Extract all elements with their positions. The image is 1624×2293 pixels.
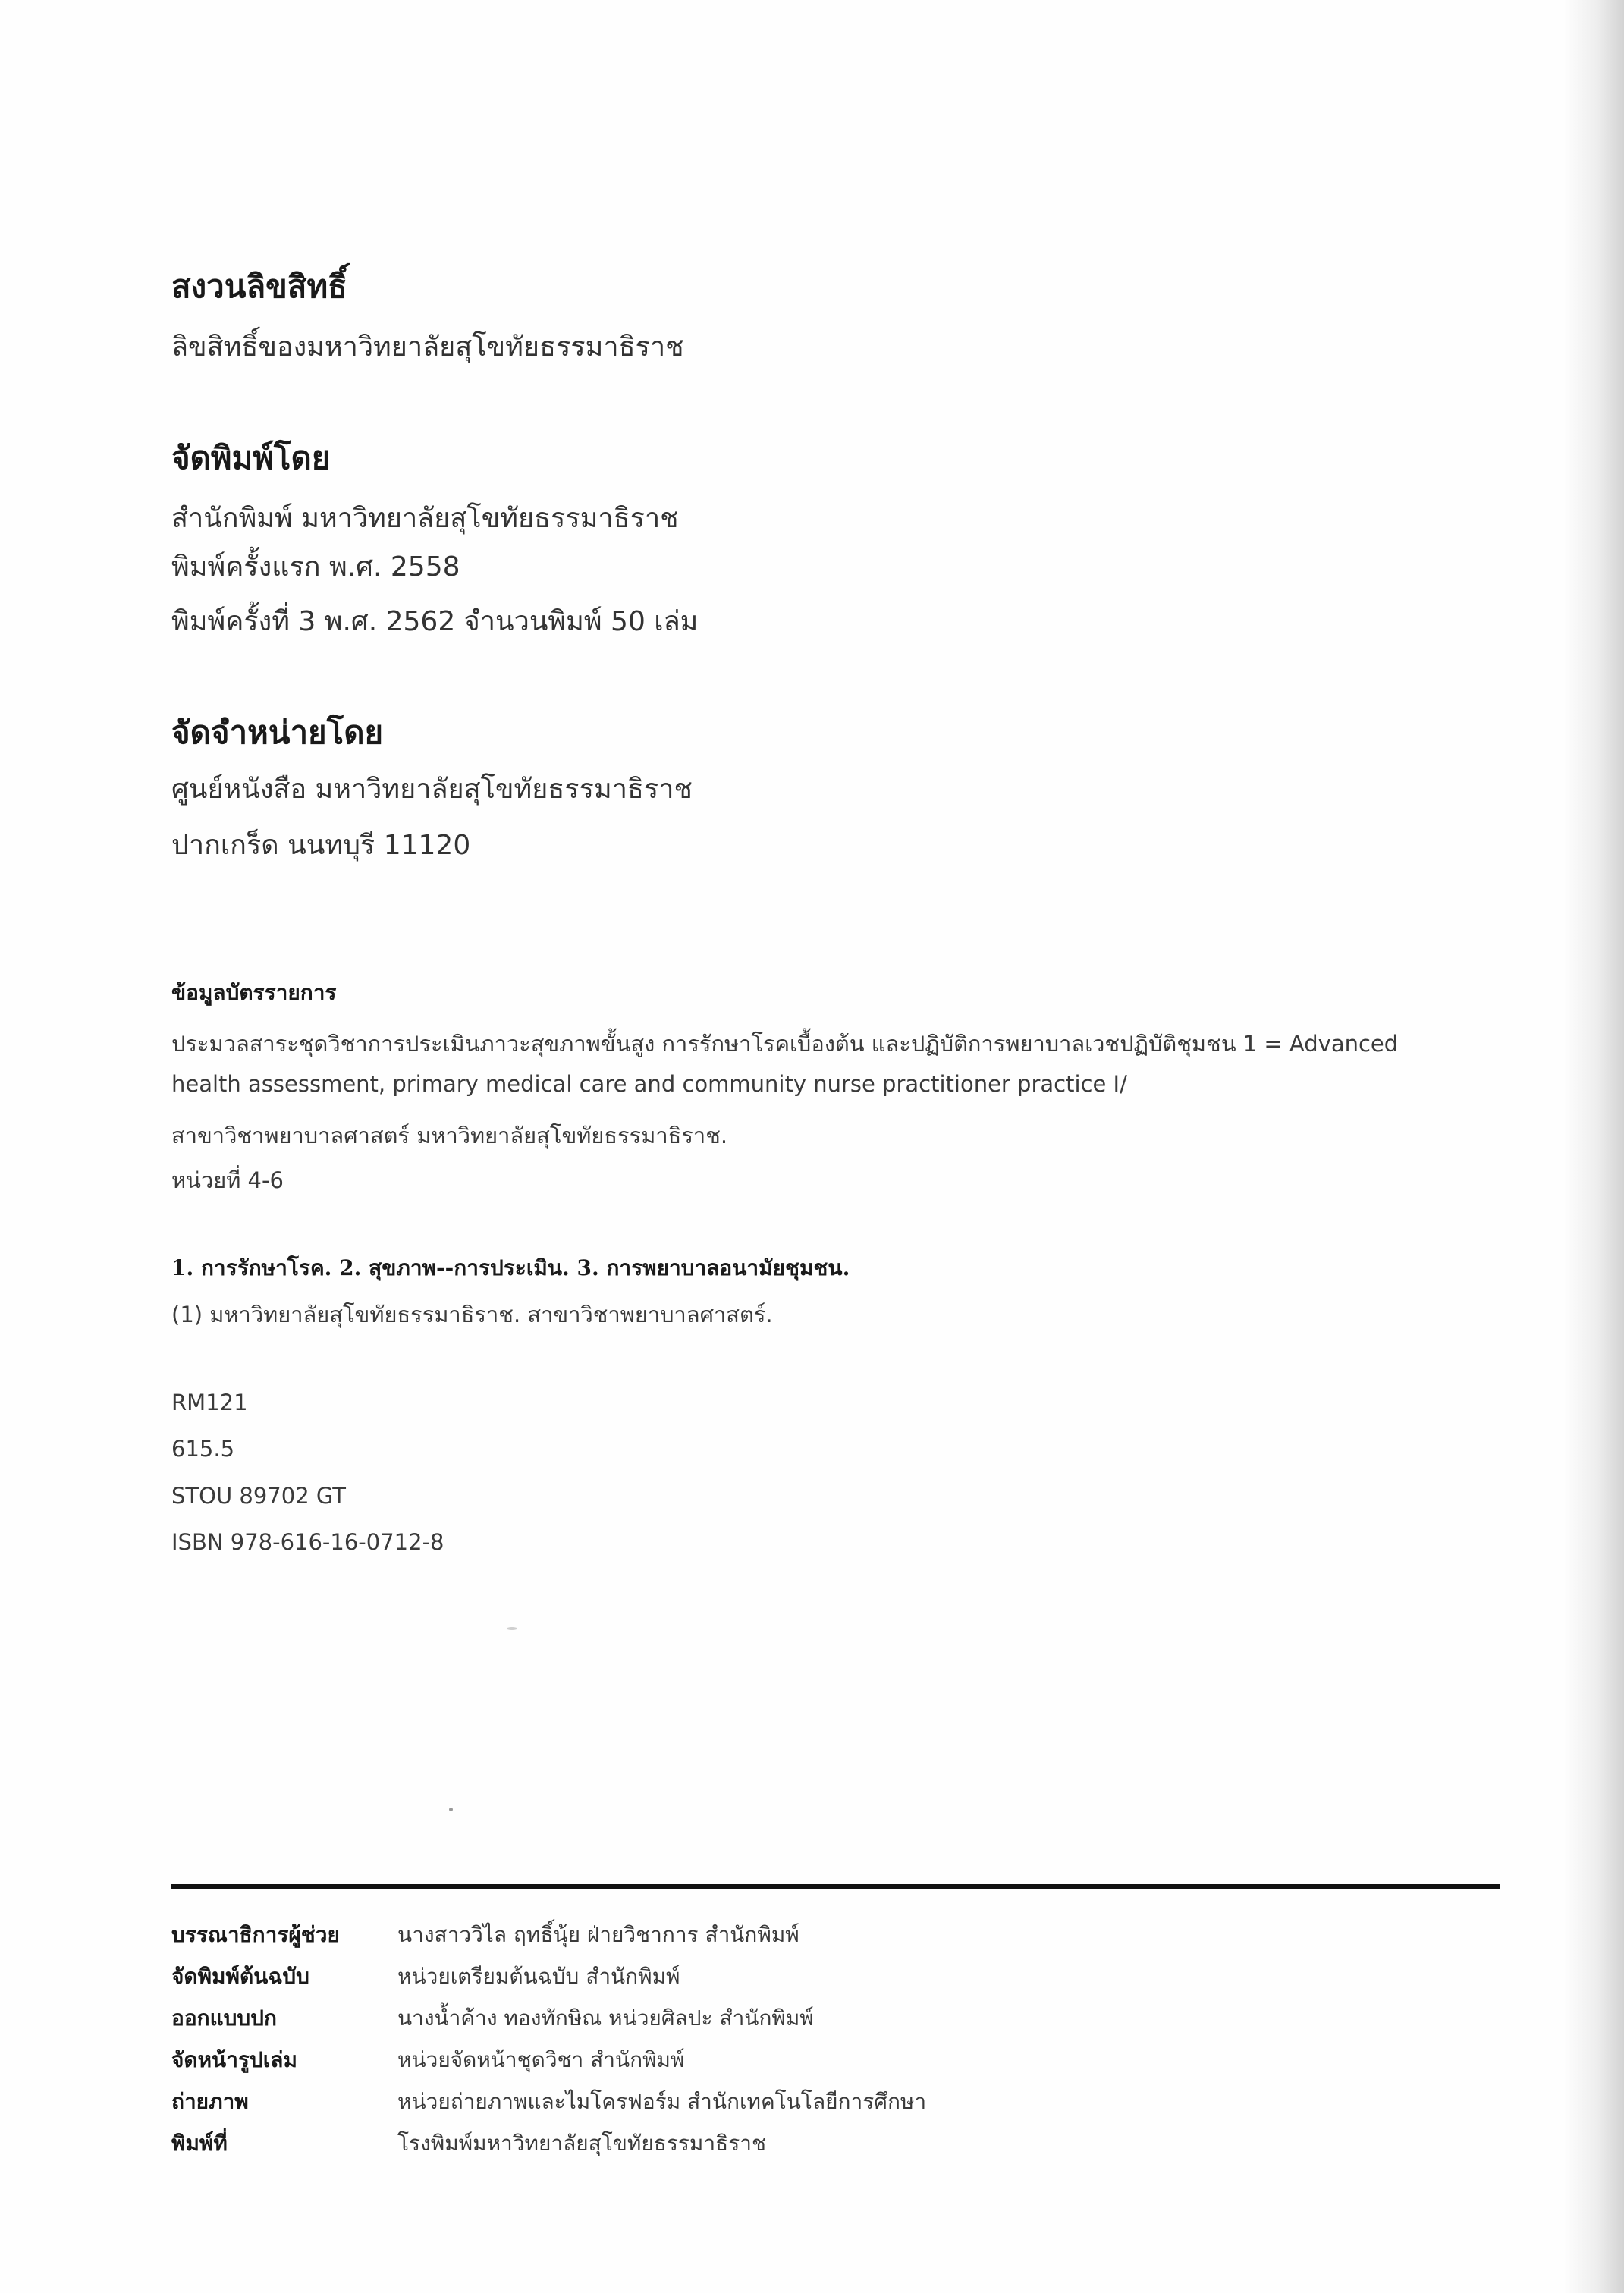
credit-name: หน่วยเตรียมต้นฉบับ สำนักพิมพ์	[397, 1963, 680, 1989]
catalog-line: ประมวลสาระชุดวิชาการประเมินภาวะสุขภาพขั้นสูง การรักษาโรคเบื้องต้น และปฏิบัติการพยาบาลเวชปฏิบัติชุมชน 1 = Advanced	[171, 1031, 1399, 1057]
catalog-line: health assessment, primary medical care and community nurse practitioner practice I/	[171, 1071, 1127, 1097]
printed-by-line: พิมพ์ครั้งที่ 3 พ.ศ. 2562 จำนวนพิมพ์ 50 เล่ม	[171, 606, 699, 637]
credit-row	[171, 1914, 1461, 1955]
scan-speck	[449, 1808, 453, 1811]
credit-name: นางสาววิไล ฤทธิ์นุ้ย ฝ่ายวิชาการ สำนักพิมพ์	[397, 1921, 799, 1947]
credits-list	[171, 1914, 1461, 2164]
catalog-line: สาขาวิชาพยาบาลศาสตร์ มหาวิทยาลัยสุโขทัยธรรมาธิราช.	[171, 1123, 728, 1148]
catalog-code: ISBN 978-616-16-0712-8	[171, 1529, 444, 1555]
credit-row	[171, 1997, 1461, 2039]
credit-role: จัดพิมพ์ต้นฉบับ	[171, 1963, 309, 1989]
credit-role: ออกแบบปก	[171, 2005, 277, 2031]
distributed-by-line: ปากเกร็ด นนทบุรี 11120	[171, 830, 471, 861]
catalog-subjects: 1. การรักษาโรค. 2. สุขภาพ--การประเมิน. 3. การพยาบาลอนามัยชุมชน.	[171, 1255, 850, 1280]
catalog-added-entry: (1) มหาวิทยาลัยสุโขทัยธรรมาธิราช. สาขาวิชาพยาบาลศาสตร์.	[171, 1302, 773, 1327]
catalog-code: 615.5	[171, 1436, 235, 1462]
credit-row	[171, 2081, 1461, 2122]
credit-name: โรงพิมพ์มหาวิทยาลัยสุโขทัยธรรมาธิราช	[397, 2130, 766, 2156]
printed-by-line: สำนักพิมพ์ มหาวิทยาลัยสุโขทัยธรรมาธิราช	[171, 503, 679, 534]
scan-speck	[507, 1627, 517, 1630]
credit-name: หน่วยจัดหน้าชุดวิชา สำนักพิมพ์	[397, 2046, 685, 2072]
copyright-title: สงวนลิขสิทธิ์	[171, 268, 347, 305]
catalog-code: STOU 89702 GT	[171, 1483, 347, 1509]
printed-by-title: จัดพิมพ์โดย	[171, 439, 331, 476]
credit-role: พิมพ์ที่	[171, 2130, 228, 2156]
catalog-line: หน่วยที่ 4-6	[171, 1167, 284, 1193]
copyright-text: ลิขสิทธิ์ของมหาวิทยาลัยสุโขทัยธรรมาธิราช	[171, 331, 684, 363]
printed-by-line: พิมพ์ครั้งแรก พ.ศ. 2558	[171, 551, 460, 583]
credit-row	[171, 1955, 1461, 1997]
credit-name: นางน้ำค้าง ทองทักษิณ หน่วยศิลปะ สำนักพิมพ์	[397, 2005, 814, 2031]
credits-divider	[171, 1884, 1500, 1889]
credit-role: จัดหน้ารูปเล่ม	[171, 2046, 297, 2072]
distributed-by-line: ศูนย์หนังสือ มหาวิทยาลัยสุโขทัยธรรมาธิราช	[171, 774, 693, 805]
catalog-heading: ข้อมูลบัตรรายการ	[171, 980, 337, 1005]
credit-role: บรรณาธิการผู้ช่วย	[171, 1921, 340, 1947]
credit-role: ถ่ายภาพ	[171, 2088, 249, 2114]
distributed-by-title: จัดจำหน่ายโดย	[171, 714, 384, 751]
catalog-code: RM121	[171, 1390, 248, 1415]
credit-name: หน่วยถ่ายภาพและไมโครฟอร์ม สำนักเทคโนโลยีการศึกษา	[397, 2088, 927, 2114]
credit-row	[171, 2122, 1461, 2164]
page-edge-shadow	[1563, 0, 1624, 2293]
credit-row	[171, 2039, 1461, 2081]
